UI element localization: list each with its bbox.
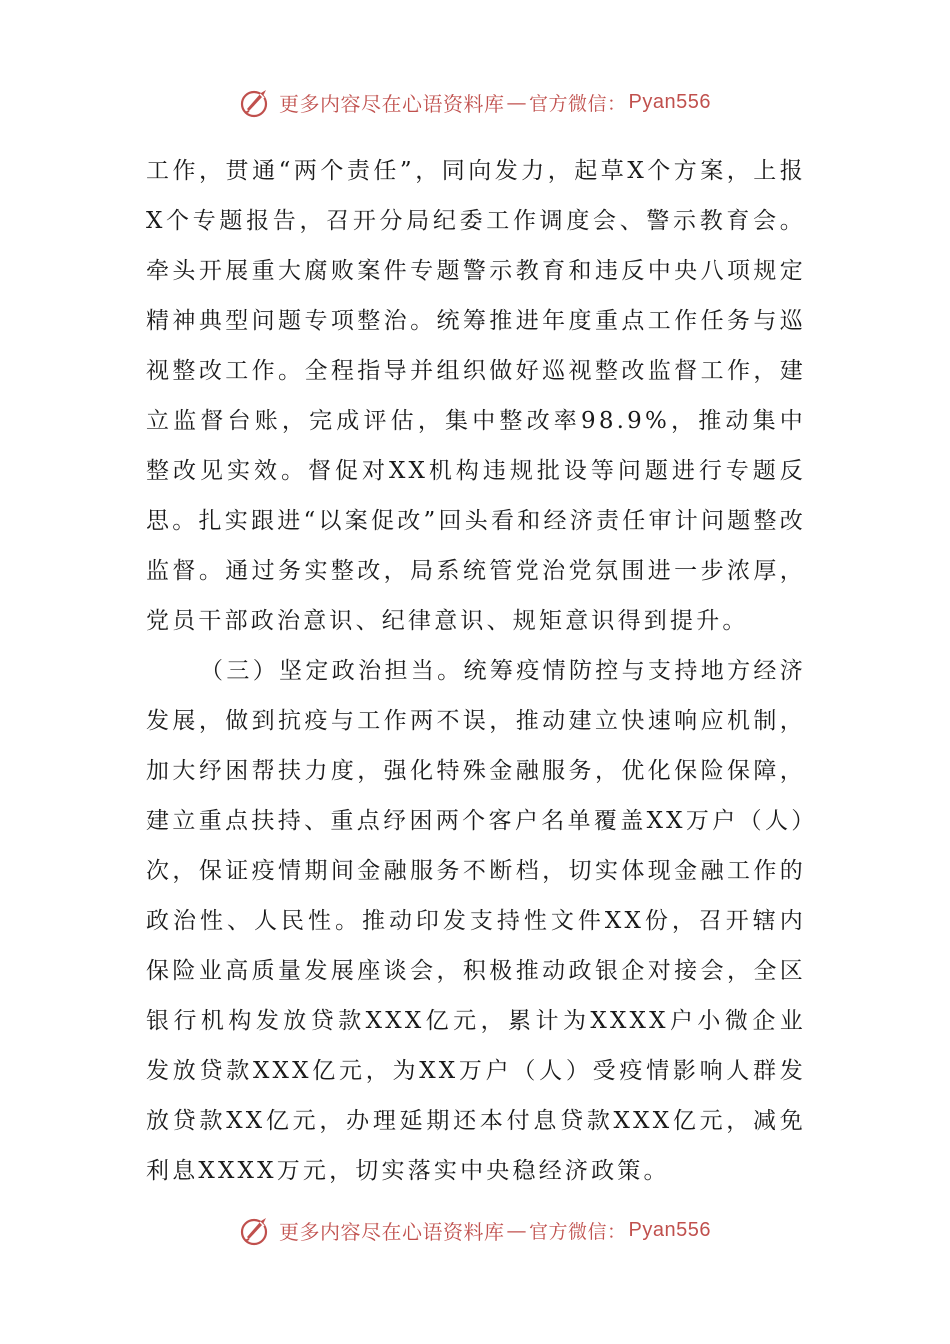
banner-wechat-id: Pyan556 [628,1218,711,1241]
header-banner-text [239,85,711,119]
banner-site-name: 更多内容尽在心语资料库 [279,91,505,116]
header-banner [0,82,950,122]
document-body [146,146,806,1196]
banner-wechat-id: Pyan556 [628,90,711,113]
paragraph-continuation: 工作，贯通“两个责任”，同向发力，起草X个方案，上报X个专题报告，召开分局纪委工作调度会、警示教育会。牵头开展重大腐败案件专题警示教育和违反中央八项规定精神典型问题专项整治。统筹推进年度重点工作任务与巡视整改工作。全程指导并组织做好巡视整改监督工作，建立监督台账，完成评估，集中整改率98.9%，推动集中整改见实效。督促对XX机构违规批设等问题进行专题反思。扎实跟进“以案促改”回头看和经济责任审计问题整改监督。通过务实整改，局系统管党治党氛围进一步浓厚，党员干部政治意识、纪律意识、规矩意识得到提升。 [146,158,806,634]
banner-dash: — [506,90,527,114]
pen-nib-seal-icon [239,1213,273,1247]
footer-banner [0,1210,950,1250]
banner-dash: — [506,1218,527,1242]
banner-wechat-label: 官方微信： [529,92,627,115]
paragraph-section-three: （三）坚定政治担当。统筹疫情防控与支持地方经济发展，做到抗疫与工作两不误，推动建立快速响应机制，加大纾困帮扶力度，强化特殊金融服务，优化保险保障，建立重点扶持、重点纾困两个客户名单覆盖XX万户（人）次，保证疫情期间金融服务不断档，切实体现金融工作的政治性、人民性。推动印发支持性文件XX份，召开辖内保险业高质量发展座谈会，积极推动政银企对接会，全区银行机构发放贷款XXX亿元，累计为XXXX户小微企业发放贷款XXX亿元，为XX万户（人）受疫情影响人群发放贷款XX亿元，办理延期还本付息贷款XXX亿元，减免利息XXXX万元，切实落实中央稳经济政策。 [146,658,806,1184]
banner-site-name: 更多内容尽在心语资料库 [279,1219,505,1244]
pen-nib-seal-icon [239,85,273,119]
footer-banner-text [239,1213,711,1247]
banner-wechat-label: 官方微信： [529,1220,627,1243]
